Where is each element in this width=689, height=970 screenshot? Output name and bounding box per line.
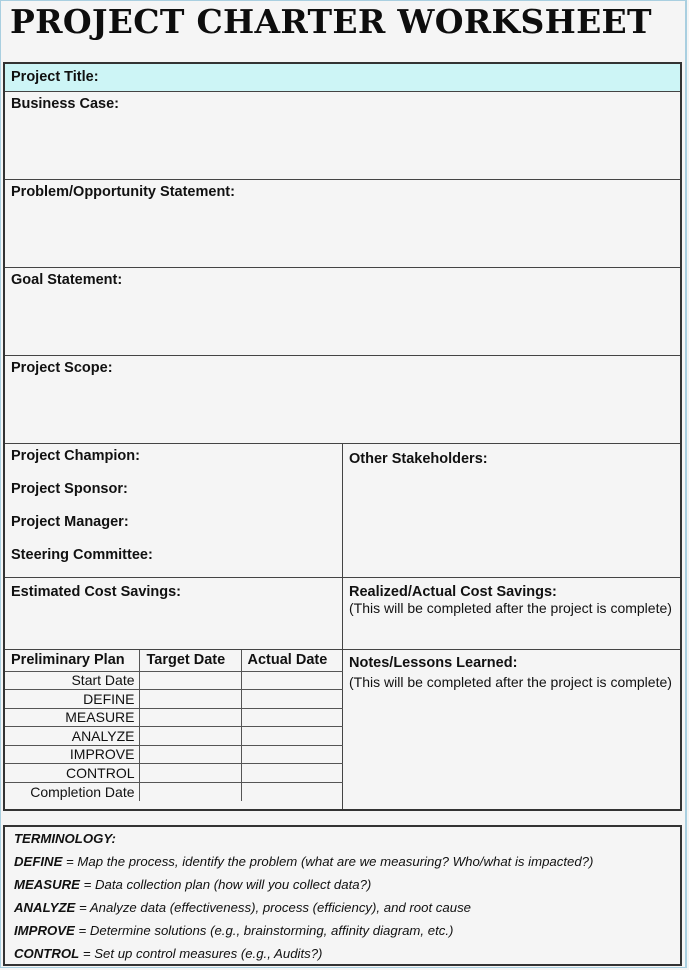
phase-cell: ANALYZE [5,727,139,746]
phase-cell: CONTROL [5,764,139,783]
charter-form [3,62,682,811]
target-date-cell[interactable] [139,708,241,727]
phase-cell: Completion Date [5,782,139,801]
other-stakeholders-field[interactable] [343,444,680,577]
table-row [5,782,343,801]
target-date-cell[interactable] [139,764,241,783]
document-title: PROJECT CHARTER WORKSHEET [10,2,652,41]
goal-statement-field[interactable] [5,268,680,356]
term-definition: = Map the process, identify the problem (what are we measuring? Who/what is impacted?) [62,854,594,869]
project-sponsor-field[interactable]: Project Sponsor: [11,481,128,497]
header-preliminary-plan: Preliminary Plan [5,650,139,671]
project-manager-field[interactable]: Project Manager: [11,514,129,530]
phase-cell: Start Date [5,671,139,690]
project-title-label: Project Title: [11,69,99,85]
header-actual-date: Actual Date [241,650,343,671]
notes-lessons-learned-field[interactable] [343,650,680,809]
actual-date-cell[interactable] [241,782,343,801]
project-title-field[interactable] [5,64,680,92]
table-row [5,690,343,709]
actual-date-cell[interactable] [241,671,343,690]
problem-statement-field[interactable] [5,180,680,268]
target-date-cell[interactable] [139,727,241,746]
phase-cell: IMPROVE [5,745,139,764]
term-name: ANALYZE [14,900,76,915]
realized-cost-savings-field[interactable] [343,578,680,649]
people-section [5,444,680,578]
table-row [5,671,343,690]
actual-date-cell[interactable] [241,745,343,764]
actual-date-cell[interactable] [241,764,343,783]
cost-savings-section [5,578,680,650]
plan-table-container [5,650,343,809]
problem-statement-label: Problem/Opportunity Statement: [11,184,235,200]
project-champion-field[interactable]: Project Champion: [11,448,140,464]
actual-date-cell[interactable] [241,690,343,709]
phase-cell: DEFINE [5,690,139,709]
target-date-cell[interactable] [139,745,241,764]
project-scope-label: Project Scope: [11,360,113,376]
target-date-cell[interactable] [139,690,241,709]
actual-date-cell[interactable] [241,708,343,727]
terminology-item [14,853,680,876]
business-case-field[interactable] [5,92,680,180]
actual-date-cell[interactable] [241,727,343,746]
business-case-label: Business Case: [11,96,119,112]
term-name: IMPROVE [14,923,75,938]
table-row [5,708,343,727]
notes-label: Notes/Lessons Learned: [349,655,518,671]
terminology-box [3,825,682,966]
preliminary-plan-table [5,650,343,801]
notes-note: (This will be completed after the project is complete) [349,674,672,690]
realized-cost-savings-note: (This will be completed after the project is complete) [349,600,672,616]
phase-cell: MEASURE [5,708,139,727]
estimated-cost-savings-field[interactable] [5,578,343,649]
term-definition: = Determine solutions (e.g., brainstorming, affinity diagram, etc.) [74,923,454,938]
header-target-date: Target Date [139,650,241,671]
term-name: DEFINE [14,854,63,869]
term-name: MEASURE [14,877,80,892]
term-definition: = Set up control measures (e.g., Audits?) [79,946,323,961]
realized-cost-savings-label: Realized/Actual Cost Savings: [349,584,557,600]
terminology-heading: TERMINOLOGY: [14,831,116,846]
table-row [5,764,343,783]
terminology-item [14,876,680,899]
plan-header-row [5,650,343,671]
table-row [5,745,343,764]
target-date-cell[interactable] [139,671,241,690]
project-scope-field[interactable] [5,356,680,444]
target-date-cell[interactable] [139,782,241,801]
other-stakeholders-label: Other Stakeholders: [349,451,488,467]
term-definition: = Analyze data (effectiveness), process (efficiency), and root cause [75,900,471,915]
terminology-item [14,945,680,968]
estimated-cost-savings-label: Estimated Cost Savings: [11,584,182,600]
term-definition: = Data collection plan (how will you collect data?) [79,877,372,892]
goal-statement-label: Goal Statement: [11,272,123,288]
roles-column [5,444,343,577]
plan-section [5,650,680,809]
terminology-item [14,899,680,922]
table-row [5,727,343,746]
term-name: CONTROL [14,946,80,961]
steering-committee-field[interactable]: Steering Committee: [11,547,153,563]
terminology-item [14,922,680,945]
